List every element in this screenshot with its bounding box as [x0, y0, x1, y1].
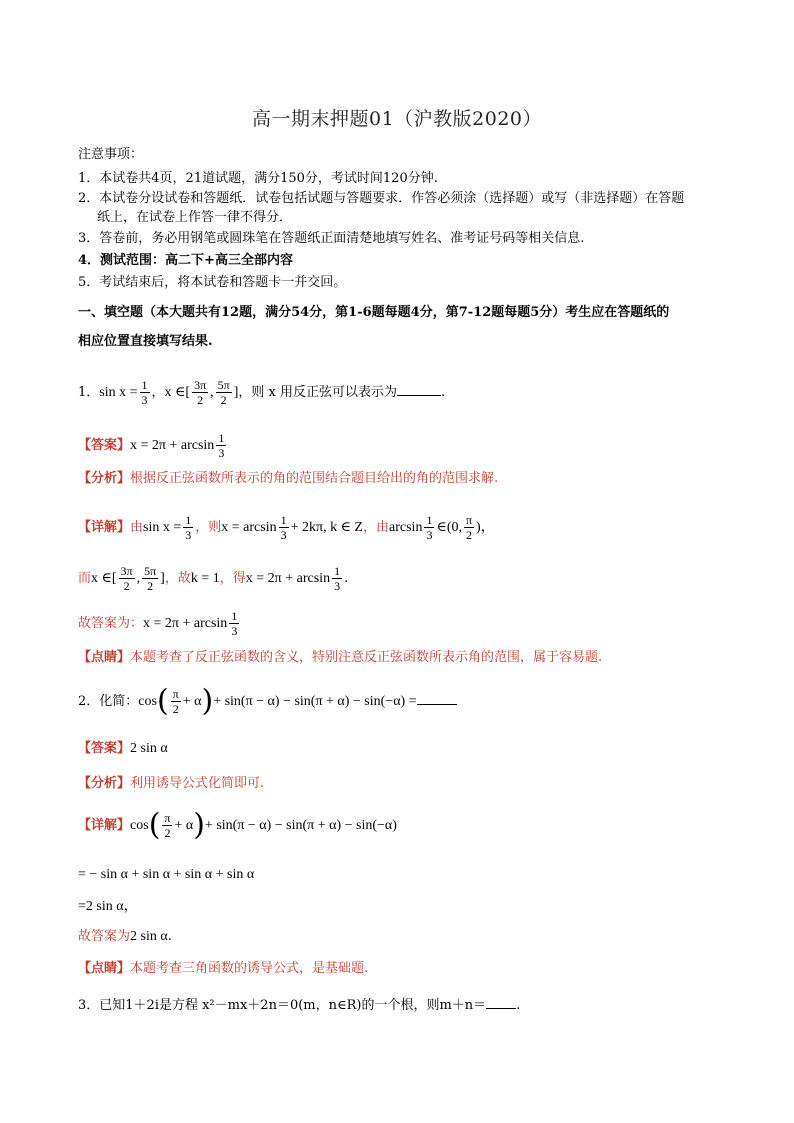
q1-lower-bound: $\frac{3\pi}{2}$: [194, 378, 207, 407]
notice-item-2b: 纸上，在试卷上作答一律不得分．: [97, 210, 293, 225]
section-1-line-1: 一、填空题（本大题共有12题，满分54分，第1-6题每题4分，第7-12题每题5分）考生应在答题纸的: [78, 305, 670, 320]
q2-detail: 【详解】cos( $\frac{\pi}{2}$ + α)+ sin(π − α) − sin(π + α) − sin(−α): [78, 807, 397, 843]
question-1: 1．sin x = $\frac{1}{3}$ ，x ∈[ $\frac{3\pi}{2}$ , $\frac{5\pi}{2}$ ]，则 x 用反正弦可以表示为 .: [78, 378, 446, 407]
q1-fraction: $\frac{1}{3}$: [141, 378, 148, 407]
q1-detail: 【详解】由sin x = $\frac{1}{3}$ ，则x = arcsin $\frac{1}{3}$ + 2kπ, k ∈ Z，由arcsin $\frac{1}{3}$ ∈(0, $\frac{\pi}{2}$ )，: [78, 513, 495, 542]
q1-analysis: 【分析】根据反正弦函数所表示的角的范围结合题目给出的角的范围求解.: [78, 471, 499, 486]
section-1-line-2: 相应位置直接填写结果.: [78, 334, 213, 349]
q2-analysis: 【分析】利用诱导公式化简即可.: [78, 776, 265, 791]
q1-upper-bound: $\frac{5\pi}{2}$: [217, 378, 230, 407]
notice-item-2a: 2．本试卷分设试卷和答题纸．试卷包括试题与答题要求．作答必须涂（选择题）或写（非选择题）在答题: [78, 191, 685, 206]
q2-step-2: =2 sin α，: [78, 899, 138, 914]
q1-number: 1．: [78, 385, 100, 400]
notice-item-1: 1．本试卷共4页，21道试题，满分150分，考试时间120分钟.: [78, 171, 438, 186]
notice-heading: 注意事项：: [78, 147, 144, 162]
document-title: 高一期末押题01（沪教版2020）: [251, 108, 543, 130]
q1-text: ，则 x 用反正弦可以表示为: [238, 385, 397, 400]
q1-sinx: sin x =: [99, 385, 138, 400]
q1-final: 故答案为：x = 2π + arcsin $\frac{1}{3}$: [78, 609, 238, 638]
q3-answer-blank: [486, 996, 516, 1009]
q2-answer-blank: [417, 692, 457, 705]
q2-answer: 【答案】2 sin α: [78, 741, 168, 756]
notice-item-4: 4．测试范围：高二下+高三全部内容: [78, 253, 293, 268]
q2-final: 故答案为2 sin α.: [78, 929, 172, 944]
detail-tag: 【详解】: [78, 520, 131, 535]
answer-tag: 【答案】: [78, 438, 131, 453]
notice-item-3: 3．答卷前，务必用钢笔或圆珠笔在答题纸正面清楚地填写姓名、准考证号码等相关信息.: [78, 231, 585, 246]
q1-answer: 【答案】x = 2π + arcsin $\frac{1}{3}$: [78, 431, 225, 460]
notice-item-5: 5．考试结束后，将本试卷和答题卡一并交回。: [78, 275, 347, 290]
q1-answer-blank: [397, 383, 441, 396]
question-2: 2．化简：cos( $\frac{\pi}{2}$ + α)+ sin(π − α) − sin(π + α) − sin(−α) =: [78, 682, 457, 722]
q1-comment: 【点睛】本题考查了反正弦函数的含义，特别注意反正弦函数所表示角的范围，属于容易题.: [78, 650, 603, 665]
q2-step-1: = − sin α + sin α + sin α + sin α: [78, 867, 255, 882]
question-3: 3．已知1＋2i是方程 x²－mx＋2n＝0(m，n∈R)的一个根，则m＋n＝ .: [78, 998, 521, 1013]
q2-comment: 【点睛】本题考查三角函数的诱导公式，是基础题.: [78, 961, 369, 976]
q1-detail-2: 而x ∈[ $\frac{3\pi}{2}$ , $\frac{5\pi}{2}$ ]，故k = 1，得x = 2π + arcsin $\frac{1}{3}$ .: [78, 564, 349, 593]
q2-number: 2．化简：: [78, 694, 139, 709]
